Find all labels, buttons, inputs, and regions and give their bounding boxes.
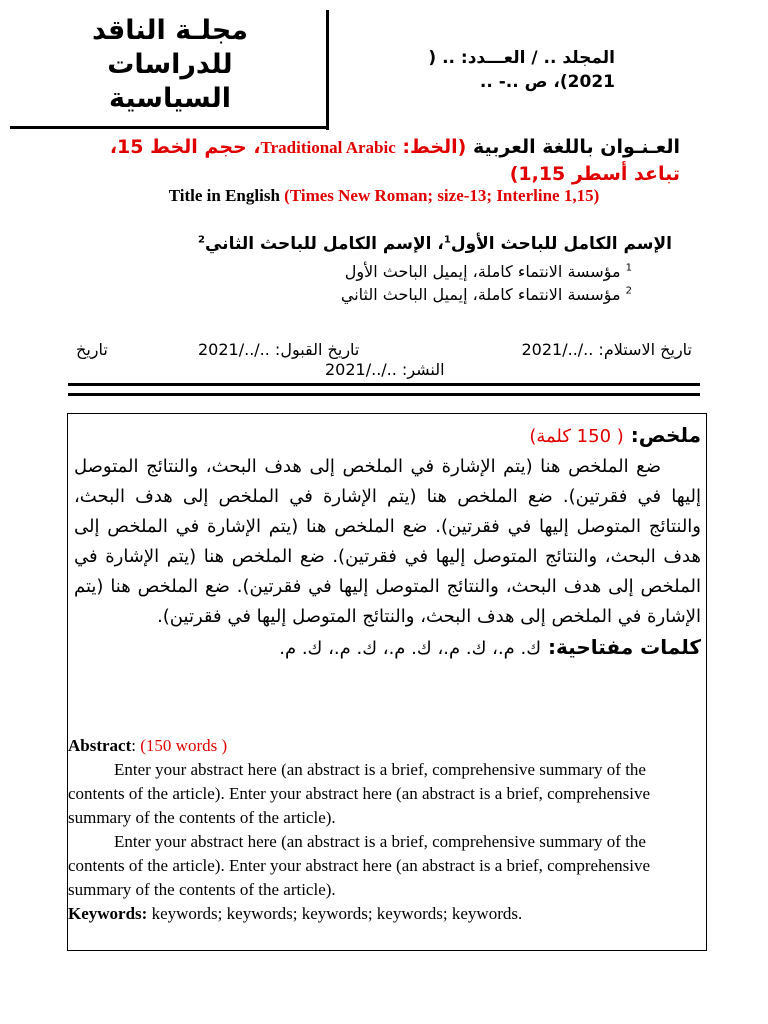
journal-name bbox=[40, 14, 300, 116]
english-keywords-text: keywords; keywords; keywords; keywords; keywords. bbox=[147, 904, 523, 923]
arabic-abstract-heading bbox=[74, 420, 701, 452]
english-abstract bbox=[68, 734, 704, 926]
header-divider-horizontal bbox=[10, 126, 327, 129]
author1-name: الإسم الكامل للباحث الأول bbox=[450, 234, 672, 254]
english-abstract-paragraph-1: Enter your abstract here (an abstract is a brief, comprehensive summary of the contents of the article). Enter your abstract here (an abstract is a brief, comprehensive summary of the contents of the article). bbox=[68, 760, 650, 827]
issue-line1: المجلد .. / العـــدد: .. ( bbox=[428, 48, 615, 68]
english-title-note: (Times New Roman; size-13; Interline 1,15) bbox=[284, 186, 600, 205]
english-keywords bbox=[68, 902, 704, 926]
date-received: تاريخ الاستلام: ../../2021 bbox=[521, 340, 692, 359]
english-abstract-count: (150 words ) bbox=[136, 736, 228, 755]
abstract-box bbox=[67, 413, 707, 951]
date-published-value: النشر: ../../2021 bbox=[325, 360, 445, 379]
arabic-title-prefix: العـنـوان باللغة العربية bbox=[466, 136, 680, 158]
date-published-label: تاريخ bbox=[76, 340, 108, 359]
english-abstract-paragraph-2: Enter your abstract here (an abstract is a brief, comprehensive summary of the contents of the article). Enter your abstract here (an abstract is a brief, comprehensive summary of the contents of the article). bbox=[68, 832, 650, 899]
arabic-title bbox=[70, 134, 680, 187]
affiliation-2 bbox=[60, 285, 632, 304]
section-rule-bottom bbox=[68, 393, 700, 396]
arabic-keywords bbox=[74, 632, 701, 664]
arabic-abstract bbox=[74, 420, 701, 664]
journal-name-line3: السياسية bbox=[109, 83, 231, 114]
arabic-keywords-text: ك. م.، ك. م.، ك. م.، ك. م.، ك. م. bbox=[279, 638, 542, 659]
english-abstract-colon: : bbox=[131, 736, 136, 755]
affiliation-2-text: مؤسسة الانتماء كاملة، إيميل الباحث الثاني bbox=[340, 285, 621, 304]
issue-line2: 2021)، ص ..- .. bbox=[479, 72, 615, 92]
arabic-title-font-name: Traditional Arabic bbox=[260, 138, 396, 157]
arabic-title-font-rest: ، حجم الخط 15، تباعد أسطر 1,15) bbox=[109, 136, 680, 185]
english-abstract-heading bbox=[68, 734, 704, 758]
english-abstract-label: Abstract bbox=[68, 736, 132, 755]
arabic-title-font-label: (الخط: bbox=[395, 136, 467, 158]
author-separator: ، bbox=[431, 234, 444, 254]
arabic-abstract-count: ( 150 كلمة) bbox=[529, 426, 624, 447]
author1-sup: 1 bbox=[443, 234, 451, 246]
issue-info bbox=[350, 46, 615, 94]
english-keywords-label: Keywords: bbox=[68, 904, 148, 923]
section-rule-top bbox=[68, 383, 700, 386]
author2-name: الإسم الكامل للباحث الثاني bbox=[204, 234, 432, 254]
date-accepted: تاريخ القبول: ../../2021 bbox=[198, 340, 360, 359]
affiliation-1 bbox=[60, 262, 632, 281]
affiliation-1-text: مؤسسة الانتماء كاملة، إيميل الباحث الأول bbox=[344, 262, 621, 281]
arabic-abstract-paragraph: ضع الملخص هنا (يتم الإشارة في الملخص إلى هدف البحث، والنتائج المتوصل إليها في فقرتين). ضع الملخص هنا (يتم الإشارة في الملخص إلى هدف البحث، والنتائج المتوصل إليها في فقرتين). ضع الملخص هنا (يتم الإشارة في الملخص إلى هدف البحث، والنتائج المتوصل إليها في فقرتين). ضع الملخص هنا (يتم الإشارة في الملخص إلى هدف البحث، والنتائج المتوصل إليها في فقرتين). ضع الملخص هنا (يتم الإشارة في الملخص إلى هدف البحث، والنتائج المتوصل إليها في فقرتين). bbox=[74, 456, 701, 627]
authors bbox=[60, 234, 672, 254]
arabic-keywords-label: كلمات مفتاحية: bbox=[541, 635, 701, 659]
journal-name-line1: مجلـة الناقد bbox=[91, 15, 249, 46]
arabic-abstract-label: ملخص: bbox=[623, 423, 701, 447]
english-title bbox=[0, 186, 768, 206]
journal-name-line2: للدراسات bbox=[107, 49, 233, 80]
author2-sup: 2 bbox=[198, 234, 205, 246]
affiliation-1-num: 1 bbox=[625, 262, 632, 274]
english-title-prefix: Title in English bbox=[168, 186, 285, 205]
affiliation-2-num: 2 bbox=[625, 285, 632, 297]
header-divider-vertical bbox=[326, 10, 329, 130]
